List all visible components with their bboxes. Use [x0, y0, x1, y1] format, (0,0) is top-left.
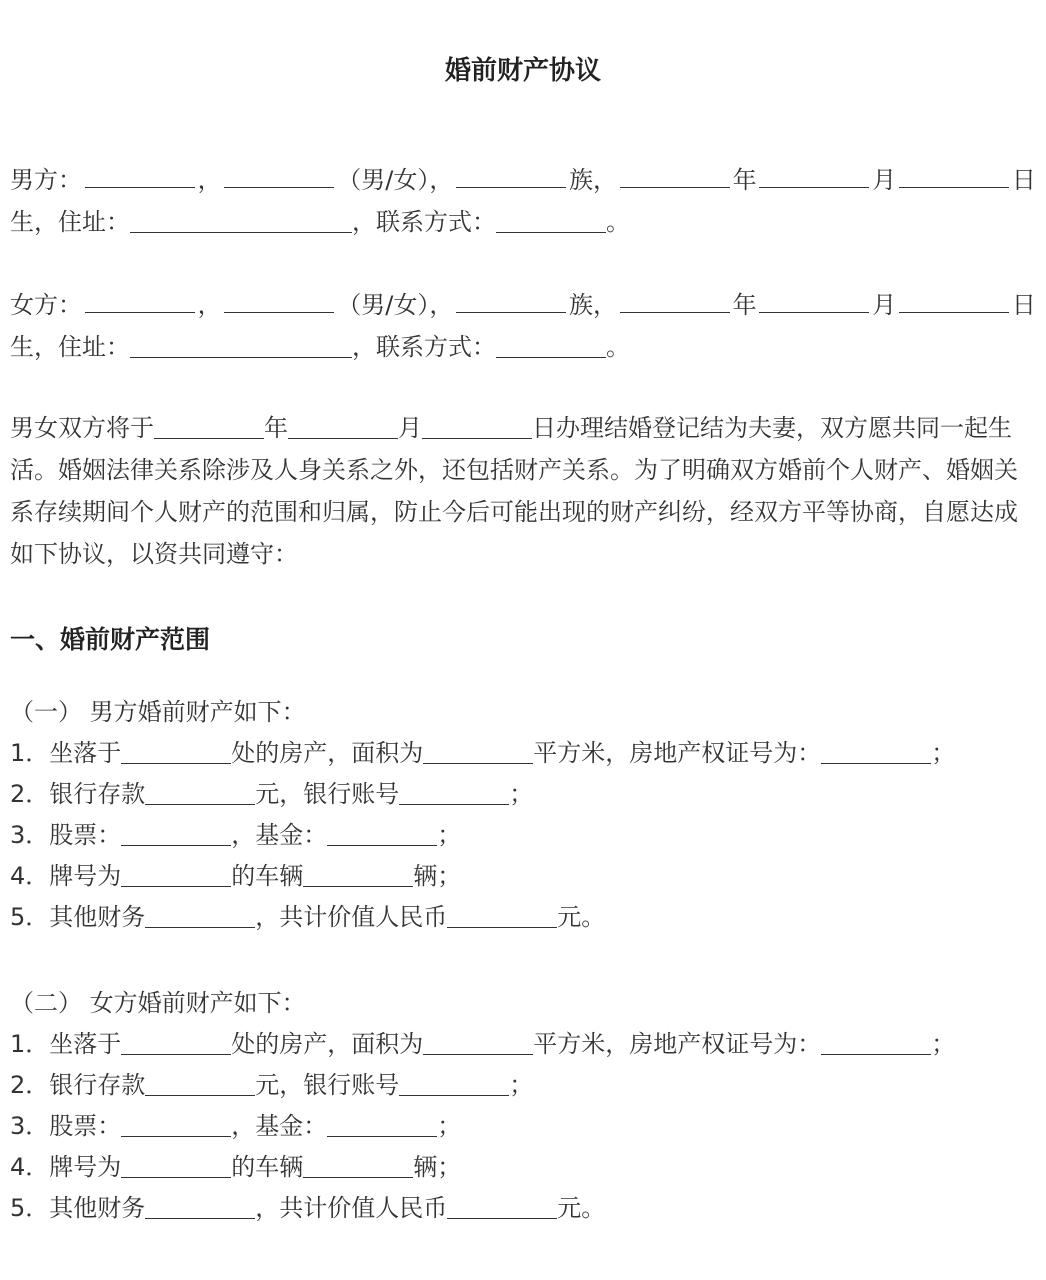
- male-name-blank[interactable]: [85, 163, 195, 188]
- male-item1-text-c: 平方米，房地产权证号为：: [533, 739, 822, 767]
- female-year-text: 年: [732, 291, 757, 319]
- female-ethnic-text: 族，: [568, 291, 617, 319]
- female-item3-text-c: ；: [437, 1112, 462, 1140]
- male-item1-text-a: 1．坐落于: [10, 739, 122, 767]
- male-item4-text-a: 4．牌号为: [10, 862, 122, 890]
- male-property-cert-blank[interactable]: [821, 739, 931, 764]
- female-contact-blank[interactable]: [496, 333, 606, 358]
- female-year-blank[interactable]: [620, 288, 730, 313]
- female-item2-text-c: ；: [509, 1071, 534, 1099]
- female-item2-text-b: 元，银行账号: [255, 1071, 400, 1099]
- male-ethnic-text: 族，: [568, 166, 617, 194]
- male-ethnic-blank[interactable]: [456, 163, 566, 188]
- male-item4-text-b: 的车辆: [231, 862, 304, 890]
- male-item3-text-b: ，基金：: [231, 821, 328, 849]
- male-plate-blank[interactable]: [121, 862, 231, 887]
- female-vehicle-count-blank[interactable]: [303, 1153, 413, 1178]
- female-info-line-1: [10, 288, 1036, 322]
- male-day-text: 日: [1011, 166, 1036, 194]
- female-other-blank[interactable]: [145, 1194, 255, 1219]
- male-item2-text-b: 元，银行账号: [255, 780, 400, 808]
- male-fund-blank[interactable]: [327, 821, 437, 846]
- intro-day-blank[interactable]: [422, 414, 532, 439]
- female-contact-text: ，联系方式：: [352, 333, 496, 361]
- male-asset-item-2: [10, 777, 1036, 811]
- intro-paragraph: [10, 407, 1036, 575]
- male-asset-item-4: [10, 859, 1036, 893]
- male-address-blank[interactable]: [130, 208, 352, 233]
- female-property-area-blank[interactable]: [423, 1030, 533, 1055]
- female-name-blank[interactable]: [85, 288, 195, 313]
- female-total-value-blank[interactable]: [447, 1194, 557, 1219]
- male-asset-item-1: [10, 736, 1036, 770]
- document-title: 婚前财产协议: [444, 56, 601, 86]
- female-asset-item-1: [10, 1027, 1036, 1061]
- male-month-blank[interactable]: [759, 163, 869, 188]
- male-stock-blank[interactable]: [121, 821, 231, 846]
- intro-start: 男女双方将于: [10, 414, 154, 442]
- male-day-blank[interactable]: [899, 163, 1009, 188]
- intro-month-blank[interactable]: [288, 414, 398, 439]
- female-property-cert-blank[interactable]: [821, 1030, 931, 1055]
- male-item3-text-c: ；: [437, 821, 462, 849]
- female-account-blank[interactable]: [399, 1071, 509, 1096]
- female-item5-text-c: 元。: [557, 1194, 606, 1222]
- female-address-blank[interactable]: [130, 333, 352, 358]
- female-property-location-blank[interactable]: [121, 1030, 231, 1055]
- intro-month: 月: [398, 414, 422, 442]
- female-day-text: 日: [1011, 291, 1036, 319]
- female-month-text: 月: [872, 291, 897, 319]
- female-asset-item-4: [10, 1150, 1036, 1184]
- intro-year-blank[interactable]: [154, 414, 264, 439]
- female-item1-text-c: 平方米，房地产权证号为：: [533, 1030, 822, 1058]
- female-asset-item-3: [10, 1109, 1036, 1143]
- male-contact-text: ，联系方式：: [352, 208, 496, 236]
- female-item4-text-a: 4．牌号为: [10, 1153, 122, 1181]
- male-end-text: 。: [606, 208, 630, 236]
- female-ethnic-blank[interactable]: [456, 288, 566, 313]
- section-1-heading: 一、婚前财产范围: [10, 625, 211, 654]
- male-item2-text-c: ；: [509, 780, 534, 808]
- male-info-line-1: [10, 163, 1036, 197]
- male-item1-text-d: ；: [931, 739, 956, 767]
- female-assets-heading: （二） 女方婚前财产如下：: [10, 989, 306, 1017]
- female-label: 女方：: [10, 291, 82, 319]
- male-other-blank[interactable]: [145, 903, 255, 928]
- female-item3-text-a: 3．股票：: [10, 1112, 122, 1140]
- female-item1-text-a: 1．坐落于: [10, 1030, 122, 1058]
- male-account-blank[interactable]: [399, 780, 509, 805]
- male-deposit-blank[interactable]: [145, 780, 255, 805]
- female-day-blank[interactable]: [899, 288, 1009, 313]
- female-item5-text-b: ，共计价值人民币: [255, 1194, 448, 1222]
- female-month-blank[interactable]: [759, 288, 869, 313]
- male-item5-text-c: 元。: [557, 903, 606, 931]
- male-year-blank[interactable]: [620, 163, 730, 188]
- male-item5-text-b: ，共计价值人民币: [255, 903, 448, 931]
- female-item1-text-b: 处的房产，面积为: [231, 1030, 424, 1058]
- male-total-value-blank[interactable]: [447, 903, 557, 928]
- male-contact-blank[interactable]: [496, 208, 606, 233]
- female-item2-text-a: 2．银行存款: [10, 1071, 146, 1099]
- female-asset-item-2: [10, 1068, 1036, 1102]
- female-gender-text: （男/女），: [337, 291, 454, 319]
- male-item2-text-a: 2．银行存款: [10, 780, 146, 808]
- female-item4-text-c: 辆；: [413, 1153, 462, 1181]
- male-asset-item-5: [10, 900, 1036, 934]
- female-item4-text-b: 的车辆: [231, 1153, 304, 1181]
- male-year-text: 年: [732, 166, 757, 194]
- male-item3-text-a: 3．股票：: [10, 821, 122, 849]
- male-item5-text-a: 5．其他财务: [10, 903, 146, 931]
- male-asset-item-3: [10, 818, 1036, 852]
- male-property-location-blank[interactable]: [121, 739, 231, 764]
- male-assets-heading: （一） 男方婚前财产如下：: [10, 698, 306, 726]
- male-comma: ，: [197, 166, 222, 194]
- female-stock-blank[interactable]: [121, 1112, 231, 1137]
- female-plate-blank[interactable]: [121, 1153, 231, 1178]
- male-property-area-blank[interactable]: [423, 739, 533, 764]
- intro-year: 年: [264, 414, 288, 442]
- female-info-line-2: [10, 330, 1036, 364]
- male-info-line-2: [10, 205, 1036, 239]
- male-item1-text-b: 处的房产，面积为: [231, 739, 424, 767]
- male-item4-text-c: 辆；: [413, 862, 462, 890]
- female-end-text: 。: [606, 333, 630, 361]
- female-item3-text-b: ，基金：: [231, 1112, 328, 1140]
- male-gender-blank[interactable]: [224, 163, 334, 188]
- male-born-address-text: 生，住址：: [10, 208, 130, 236]
- intro-rest: 日办理结婚登记结为夫妻，双方愿共同一起生活。婚姻法律关系除涉及人身关系之外，还包括财产关系。为了明确双方婚前个人财产、婚姻关系存续期间个人财产的范围和归属，防止今后可能出现的财产纠纷，经双方平等协商，自愿达成如下协议，以资共同遵守：: [10, 414, 1018, 568]
- female-item5-text-a: 5．其他财务: [10, 1194, 146, 1222]
- male-gender-text: （男/女），: [337, 166, 454, 194]
- female-item1-text-d: ；: [931, 1030, 956, 1058]
- female-fund-blank[interactable]: [327, 1112, 437, 1137]
- female-born-address-text: 生，住址：: [10, 333, 130, 361]
- female-asset-item-5: [10, 1191, 1036, 1225]
- male-month-text: 月: [872, 166, 897, 194]
- male-vehicle-count-blank[interactable]: [303, 862, 413, 887]
- male-label: 男方：: [10, 166, 82, 194]
- female-deposit-blank[interactable]: [145, 1071, 255, 1096]
- female-comma: ，: [197, 291, 222, 319]
- female-gender-blank[interactable]: [224, 288, 334, 313]
